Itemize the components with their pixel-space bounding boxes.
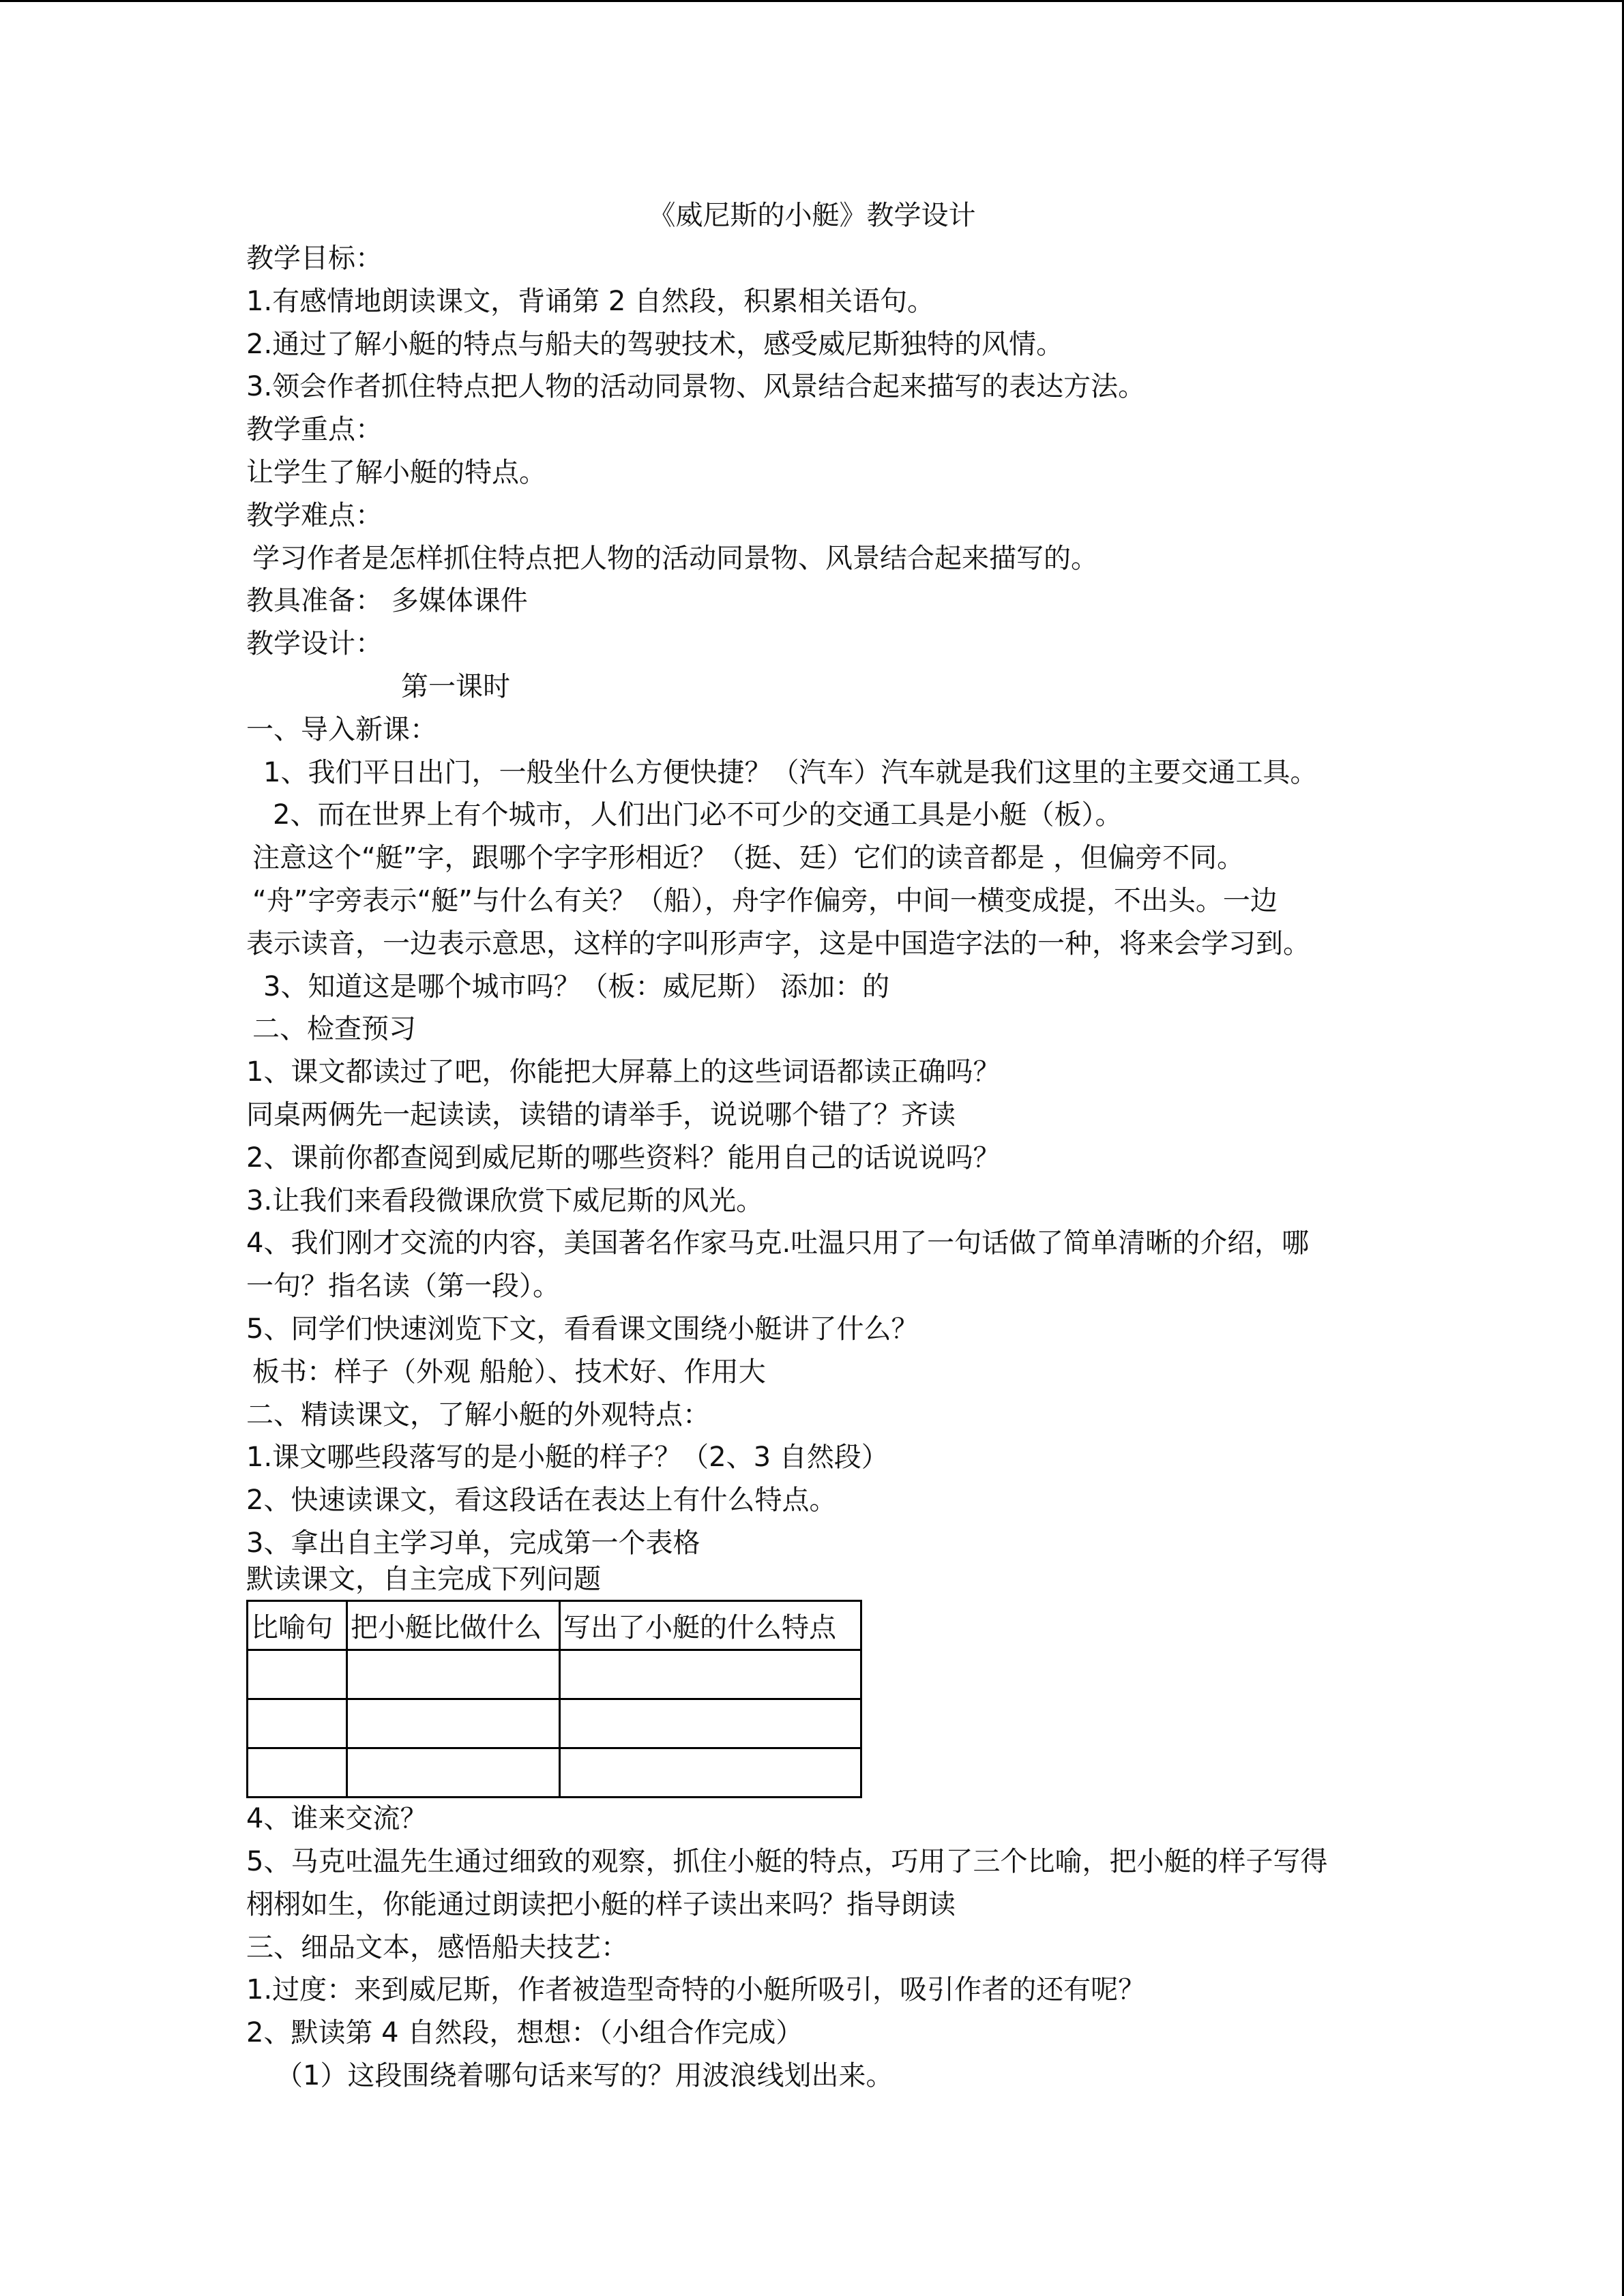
section2-line: 一句？指名读（第一段）。 <box>246 1270 560 1302</box>
table-cell <box>248 1650 347 1699</box>
table-row <box>248 1650 861 1699</box>
section3-line: 1.课文哪些段落写的是小艇的样子？（2、3 自然段） <box>246 1442 889 1473</box>
section4-line: 1.过度：来到威尼斯，作者被造型奇特的小艇所吸引，吸引作者的还有呢？ <box>246 1974 1146 2006</box>
section3-after-line: 5、马克吐温先生通过细致的观察，抓住小艇的特点，巧用了三个比喻，把小艇的样子写得 <box>246 1846 1328 1877</box>
section2-line: 4、我们刚才交流的内容，美国著名作家马克.吐温只用了一句话做了简单清晰的介绍，哪 <box>246 1227 1310 1259</box>
section1-line: “舟”字旁表示“艇”与什么有关？（船），舟字作偏旁，中间一横变成提，不出头。一边 <box>252 885 1278 916</box>
table-cell <box>560 1748 861 1798</box>
section2-line: 板书：样子（外观 船舱）、技术好、作用大 <box>252 1356 766 1388</box>
table-header-cell: 比喻句 <box>248 1601 347 1650</box>
table-cell <box>248 1748 347 1798</box>
section3-line: 3、拿出自主学习单，完成第一个表格 <box>246 1527 700 1559</box>
section1-line: 1、我们平日出门，一般坐什么方便快捷？（汽车）汽车就是我们这里的主要交通工具。 <box>263 757 1318 788</box>
section4-heading: 三、细品文本，感悟船夫技艺： <box>246 1932 628 1963</box>
goals-heading: 教学目标： <box>246 243 383 274</box>
difficulty-heading: 教学难点： <box>246 500 383 531</box>
section1-line: 注意这个“艇”字，跟哪个字字形相近？（挺、廷）它们的读音都是 ，但偏旁不同。 <box>252 842 1245 874</box>
document-title: 《威尼斯的小艇》教学设计 <box>648 200 976 231</box>
section4-line: 2、默读第 4 自然段，想想：（小组合作完成） <box>246 2017 803 2048</box>
section1-line: 表示读音，一边表示意思，这样的字叫形声字，这是中国造字法的一种，将来会学习到。 <box>246 928 1310 959</box>
key-point-heading: 教学重点： <box>246 414 383 445</box>
simile-table <box>246 1600 862 1798</box>
page-border-top <box>0 0 1624 2</box>
section2-line: 3.让我们来看段微课欣赏下威尼斯的风光。 <box>246 1185 764 1217</box>
section3-after-line: 栩栩如生，你能通过朗读把小艇的样子读出来吗？指导朗读 <box>246 1889 956 1920</box>
key-point-text: 让学生了解小艇的特点。 <box>246 457 546 488</box>
goal-item-2: 2.通过了解小艇的特点与船夫的驾驶技术，感受威尼斯独特的风情。 <box>246 329 1064 360</box>
section1-heading: 一、导入新课： <box>246 714 437 745</box>
design-heading: 教学设计： <box>246 628 383 659</box>
section2-line: 5、同学们快速浏览下文，看看课文围绕小艇讲了什么？ <box>246 1313 919 1345</box>
section3-heading: 二、精读课文，了解小艇的外观特点： <box>246 1399 710 1431</box>
section3-line: 2、快速读课文，看这段话在表达上有什么特点。 <box>246 1485 837 1516</box>
table-row <box>248 1748 861 1798</box>
goal-item-3: 3.领会作者抓住特点把人物的活动同景物、风景结合起来描写的表达方法。 <box>246 371 1146 402</box>
table-cell <box>248 1699 347 1748</box>
goal-item-1: 1.有感情地朗读课文，背诵第 2 自然段，积累相关语句。 <box>246 286 935 317</box>
section2-heading: 二、检查预习 <box>252 1013 416 1045</box>
table-cell <box>347 1650 560 1699</box>
table-header-cell: 写出了小艇的什么特点 <box>560 1601 861 1650</box>
section2-line: 1、课文都读过了吧，你能把大屏幕上的这些词语都读正确吗？ <box>246 1056 1001 1088</box>
table-header-row <box>248 1601 861 1650</box>
table-cell <box>560 1650 861 1699</box>
materials-line: 教具准备： 多媒体课件 <box>246 585 528 616</box>
table-header-cell: 把小艇比做什么 <box>347 1601 560 1650</box>
section1-line: 3、知道这是哪个城市吗？（板：威尼斯） 添加：的 <box>263 971 890 1002</box>
table-cell <box>560 1699 861 1748</box>
section1-line: 2、而在世界上有个城市，人们出门必不可少的交通工具是小艇（板）。 <box>273 799 1123 831</box>
table-row <box>248 1699 861 1748</box>
section4-line: （1）这段围绕着哪句话来写的？用波浪线划出来。 <box>276 2060 894 2091</box>
section3-after-line: 4、谁来交流？ <box>246 1803 428 1834</box>
lesson-title: 第一课时 <box>401 671 510 702</box>
section2-line: 2、课前你都查阅到威尼斯的哪些资料？能用自己的话说说吗？ <box>246 1142 1001 1174</box>
table-cell <box>347 1748 560 1798</box>
table-cell <box>347 1699 560 1748</box>
section2-line: 同桌两俩先一起读读，读错的请举手，说说哪个错了？齐读 <box>246 1099 956 1131</box>
difficulty-text: 学习作者是怎样抓住特点把人物的活动同景物、风景结合起来描写的。 <box>252 543 1098 574</box>
section3-line: 默读课文，自主完成下列问题 <box>246 1564 601 1595</box>
